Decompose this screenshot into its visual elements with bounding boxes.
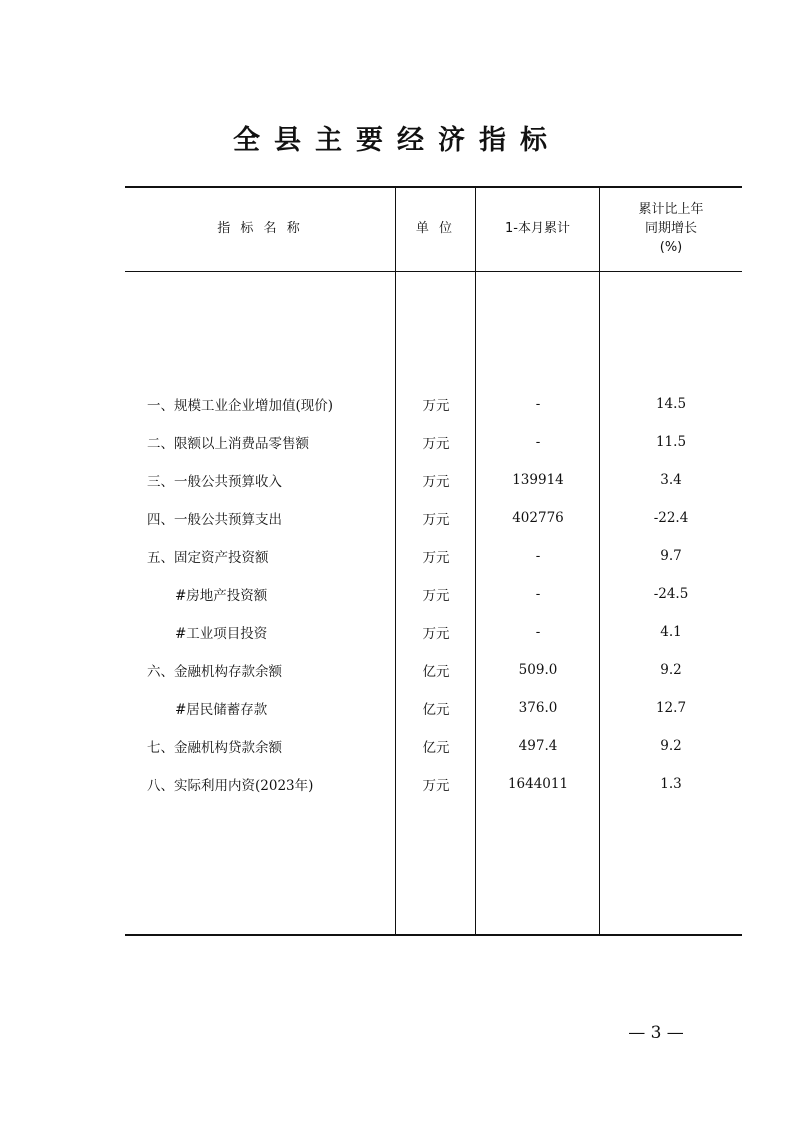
table-row xyxy=(125,575,742,613)
header-unit: 单 位 xyxy=(415,221,456,236)
header-growth-line2: 同期增长 xyxy=(644,221,697,236)
indicator-growth-rate: -24.5 xyxy=(653,586,689,602)
indicator-name: 八、实际利用内资(2023年) xyxy=(147,778,314,794)
indicator-cumulative-value: 497.4 xyxy=(518,738,558,754)
table-row xyxy=(125,423,742,461)
header-growth-line1: 累计比上年 xyxy=(638,202,704,217)
indicator-name: #居民储蓄存款 xyxy=(175,702,268,718)
indicator-unit: 万元 xyxy=(422,512,450,528)
indicator-name: 三、一般公共预算收入 xyxy=(147,474,282,490)
indicator-growth-rate: 3.4 xyxy=(660,472,682,488)
indicator-cumulative-value: 509.0 xyxy=(518,662,558,678)
table-row xyxy=(125,537,742,575)
indicator-unit: 万元 xyxy=(422,398,450,414)
indicator-unit: 亿元 xyxy=(422,664,450,680)
indicator-name: 一、规模工业企业增加值(现价) xyxy=(147,398,334,414)
indicator-unit: 万元 xyxy=(422,550,450,566)
indicator-unit: 万元 xyxy=(422,436,450,452)
indicator-cumulative-value: - xyxy=(535,434,541,450)
indicator-growth-rate: -22.4 xyxy=(653,510,689,526)
table-row xyxy=(125,651,742,689)
page-number: — 3 — xyxy=(628,1023,684,1043)
indicator-name: 七、金融机构贷款余额 xyxy=(147,740,282,756)
indicator-cumulative-value: - xyxy=(535,396,541,412)
indicator-name: 四、一般公共预算支出 xyxy=(147,512,282,528)
indicator-unit: 万元 xyxy=(422,588,450,604)
indicator-growth-rate: 9.7 xyxy=(660,548,682,564)
indicator-cumulative-value: - xyxy=(535,586,541,602)
indicator-unit: 万元 xyxy=(422,778,450,794)
indicator-growth-rate: 9.2 xyxy=(660,738,682,754)
indicator-name: 五、固定资产投资额 xyxy=(147,550,269,566)
indicator-cumulative-value: 1644011 xyxy=(507,776,569,792)
indicator-unit: 万元 xyxy=(422,626,450,642)
indicator-cumulative-value: - xyxy=(535,624,541,640)
header-divider xyxy=(125,271,742,272)
header-growth-line3: (%) xyxy=(659,240,683,255)
indicator-cumulative-value: 376.0 xyxy=(518,700,558,716)
indicator-name: #工业项目投资 xyxy=(175,626,268,642)
header-name: 指 标 名 称 xyxy=(217,221,303,236)
indicator-cumulative-value: - xyxy=(535,548,541,564)
indicator-growth-rate: 14.5 xyxy=(655,396,687,412)
indicator-name: 六、金融机构存款余额 xyxy=(147,664,282,680)
table-bottom-border xyxy=(125,934,742,936)
table-row xyxy=(125,689,742,727)
table-row xyxy=(125,727,742,765)
indicator-unit: 万元 xyxy=(422,474,450,490)
indicator-name: 二、限额以上消费品零售额 xyxy=(147,436,309,452)
indicator-growth-rate: 9.2 xyxy=(660,662,682,678)
indicator-growth-rate: 4.1 xyxy=(660,624,682,640)
indicator-unit: 亿元 xyxy=(422,702,450,718)
indicator-cumulative-value: 402776 xyxy=(512,510,564,526)
table-row xyxy=(125,613,742,651)
indicator-growth-rate: 11.5 xyxy=(655,434,687,450)
indicator-growth-rate: 12.7 xyxy=(655,700,687,716)
economic-indicators-table xyxy=(125,186,742,935)
indicator-cumulative-value: 139914 xyxy=(512,472,564,488)
table-row xyxy=(125,385,742,423)
table-row xyxy=(125,499,742,537)
indicator-unit: 亿元 xyxy=(422,740,450,756)
header-growth xyxy=(600,186,742,271)
table-row xyxy=(125,765,742,803)
indicator-name: #房地产投资额 xyxy=(175,588,268,604)
indicator-growth-rate: 1.3 xyxy=(660,776,682,792)
table-row xyxy=(125,461,742,499)
header-value: 1-本月累计 xyxy=(505,221,570,236)
page-title: 全县主要经济指标 xyxy=(233,125,561,156)
